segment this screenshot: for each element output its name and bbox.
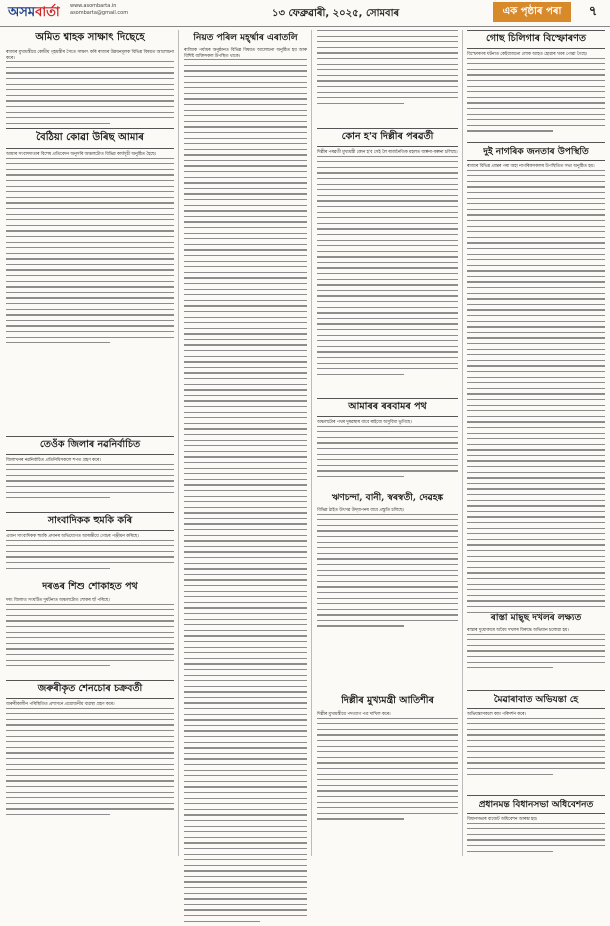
article-road-encroach (467, 610, 605, 673)
body-text-block (467, 823, 605, 852)
body-text-block (6, 61, 174, 124)
article-lead: অভিযন্তাসকলে কাম পৰিদৰ্শন কৰে। (467, 712, 526, 717)
headline: ঋণচন্দা, বানী, স্বৰস্বতী, দেৱহঙ্ক (331, 493, 444, 503)
newspaper-logo: অসমবাৰ্তা (8, 5, 60, 20)
article-state-event (184, 30, 307, 926)
article-cylinder-blast (467, 30, 605, 136)
body-text-block (467, 718, 605, 775)
article-emergency (6, 680, 174, 819)
article-darrang (6, 580, 174, 671)
headline: নিয়ত পৰিল মহ্‌ৰ্ষ্মাৰ এৰাতলি (193, 33, 298, 43)
page-number: ৭ (588, 4, 598, 19)
body-text-block (6, 464, 174, 499)
article-citizens (467, 142, 605, 617)
body-text-block (184, 59, 307, 922)
article-lead: ৰাজ্যৰ বিভিন্ন প্ৰান্তৰ পৰা অহা নাগৰিকসকলৰ উপস্থিতিত সভা অনুষ্ঠিত হয়। (467, 164, 595, 169)
article-lead: দিল্লীৰ মুখ্যমন্ত্ৰীয়ে পদত্যাগ পত্ৰ দাখিল কৰে। (317, 712, 391, 717)
column-divider (462, 30, 463, 856)
article-delhi-cm (317, 694, 458, 824)
article-delhi-next (317, 128, 458, 379)
article-lead: এজন সাংবাদিকক হুমকি প্ৰদানৰ অভিযোগত আৰক্ষীয়ে গোচৰ পঞ্জীয়ন কৰিছে। (6, 534, 139, 539)
article-lead: ৰাজ্যিক পৰ্যায়ৰ অনুষ্ঠানত বিভিন্ন বিষয়ত আলোচনা অনুষ্ঠিত হয় আৰু বিশিষ্ট ব্যক্তিসকল উপস্থিত থাকে। (184, 48, 307, 59)
headline: প্ৰধানমন্ত বিধানসভা অধিবেশনত (467, 795, 605, 814)
body-text-block (6, 708, 174, 816)
body-text-block (317, 426, 458, 478)
body-text-block (317, 156, 458, 375)
headline: মৈৱাৰাবাত অভিযন্তা হে (467, 690, 605, 709)
article-lead: ৰাজ্যৰ মুখ্যমন্ত্ৰীয়ে কেন্দ্ৰীয় গৃহমন্ত্ৰীৰ সৈতে সাক্ষাৎ কৰি ৰাজ্যৰ উন্নয়নমূলক বিভিন্ন বিষয়ত আলোচনা কৰে। (6, 50, 174, 61)
article-journalist-threat (6, 512, 174, 573)
article-lead: বিভিন্ন ঠাইত উৎসৱ উদ্‌যাপনৰ বাবে প্ৰস্তুতি চলিছে। (317, 508, 405, 513)
article-lead: ৰাস্তাৰ দুয়োকাষে অবৈধ দখলৰ বিৰুদ্ধে অভিযান চলোৱা হয়। (467, 628, 569, 633)
body-text-block (467, 634, 605, 669)
headline: সাংবাদিকক হুমকি কৰি (6, 512, 174, 531)
article-boithia (6, 128, 174, 348)
article-lead: বিধানসভাৰ বাজেট অধিবেশন আৰম্ভ হয়। (467, 817, 538, 822)
article-lead: অঞ্চলটোৰ পথৰ দুৰৱস্থাৰ বাবে ৰাইজে অসুবিধা ভুগিছে। (317, 420, 412, 425)
article-lead: জিলাখনৰ নৱনিৰ্বাচিত প্ৰতিনিধিসকলে শপত গ্ৰহণ কৰে। (6, 458, 101, 463)
headline: দুই নাগৰিক জনতাৰ উপস্থিতি (467, 142, 605, 161)
email-address: asombarta@gmail.com (70, 10, 129, 16)
masthead-contacts (70, 3, 128, 17)
headline: দৰঙৰ শিশু শোকাহত পথ (42, 581, 138, 592)
body-text-block (6, 158, 174, 344)
column-divider (178, 30, 179, 856)
article-district-elected (6, 436, 174, 503)
body-text-block (467, 58, 605, 132)
body-text-block (317, 514, 458, 627)
article-col3-top (317, 30, 458, 108)
website-url: www.asombarta.in (70, 3, 117, 9)
article-lead: দৰং জিলাত সংঘটিত দুৰ্ঘটনাত অঞ্চলটোত শোকৰ ছাঁ পৰিছে। (6, 598, 110, 603)
headline: জৰুৰীকৃত শেনচোৰ চক্ৰবৰ্তী (6, 680, 174, 699)
headline: গোছ চিলিগাৰ বিস্ফোৰণত (467, 30, 605, 49)
column-divider (311, 30, 312, 856)
article-amit-shah (6, 30, 174, 128)
headline: তেওঁক জিলাৰ নৱনিৰ্বাচিত (6, 436, 174, 455)
article-lead: বিস্ফোৰণৰ ঘটনাত কেইবাজনো লোক আহত হোৱাৰ খবৰ পোৱা গৈছে। (467, 52, 588, 57)
body-text-block (467, 170, 605, 613)
article-road (317, 398, 458, 482)
article-assembly-session (467, 795, 605, 856)
headline: কোন হ'ব দিল্লীৰ পৰৱৰ্তী (317, 128, 458, 147)
body-text-block (6, 604, 174, 667)
issue-date: ১৩ ফেব্ৰুৱাৰী, ২০২৫, সোমবাৰ (272, 8, 400, 19)
body-text-block (317, 718, 458, 820)
headline: দিল্লীৰ মুখ্যমন্ত্ৰী আতিশীৰ (341, 695, 434, 706)
headline: ৰাস্তা মাছ্ছ দখলৰ লক্ষ্যত (490, 613, 582, 623)
article-festival (317, 490, 458, 631)
article-lead: দিল্লীৰ পৰৱৰ্তী মুখ্যমন্ত্ৰী কোন হ'ব সেই লৈ ৰাজনৈতিক মহলত জল্পনা-কল্পনা চলিছে। (317, 150, 458, 155)
masthead (0, 0, 610, 27)
body-text-block (6, 540, 174, 569)
article-lead: আমাৰ সংবাদদাতাৰ বিশেষ প্ৰতিবেদন অনুসৰি অঞ্চলটোত বিভিন্ন কাৰ্যসূচী অনুষ্ঠিত হৈছে। (6, 152, 157, 157)
headline: আমাৰৰ ৰৰবামৰ পথ (317, 398, 458, 417)
headline: অমিত শ্বাহক সাক্ষাৎ দিছেহে (35, 32, 145, 43)
continued-tag: এক পৃষ্ঠাৰ পৰা (493, 2, 571, 22)
headline: বৈঠিয়া কোৱা উৰিছ আমাৰ (6, 128, 174, 149)
article-engineer (467, 690, 605, 779)
body-text-block (317, 30, 458, 104)
article-lead: জৰুৰীকালীন পৰিস্থিতিত প্ৰশাসনে প্ৰয়োজনীয় ব্যৱস্থা গ্ৰহণ কৰে। (6, 702, 115, 707)
